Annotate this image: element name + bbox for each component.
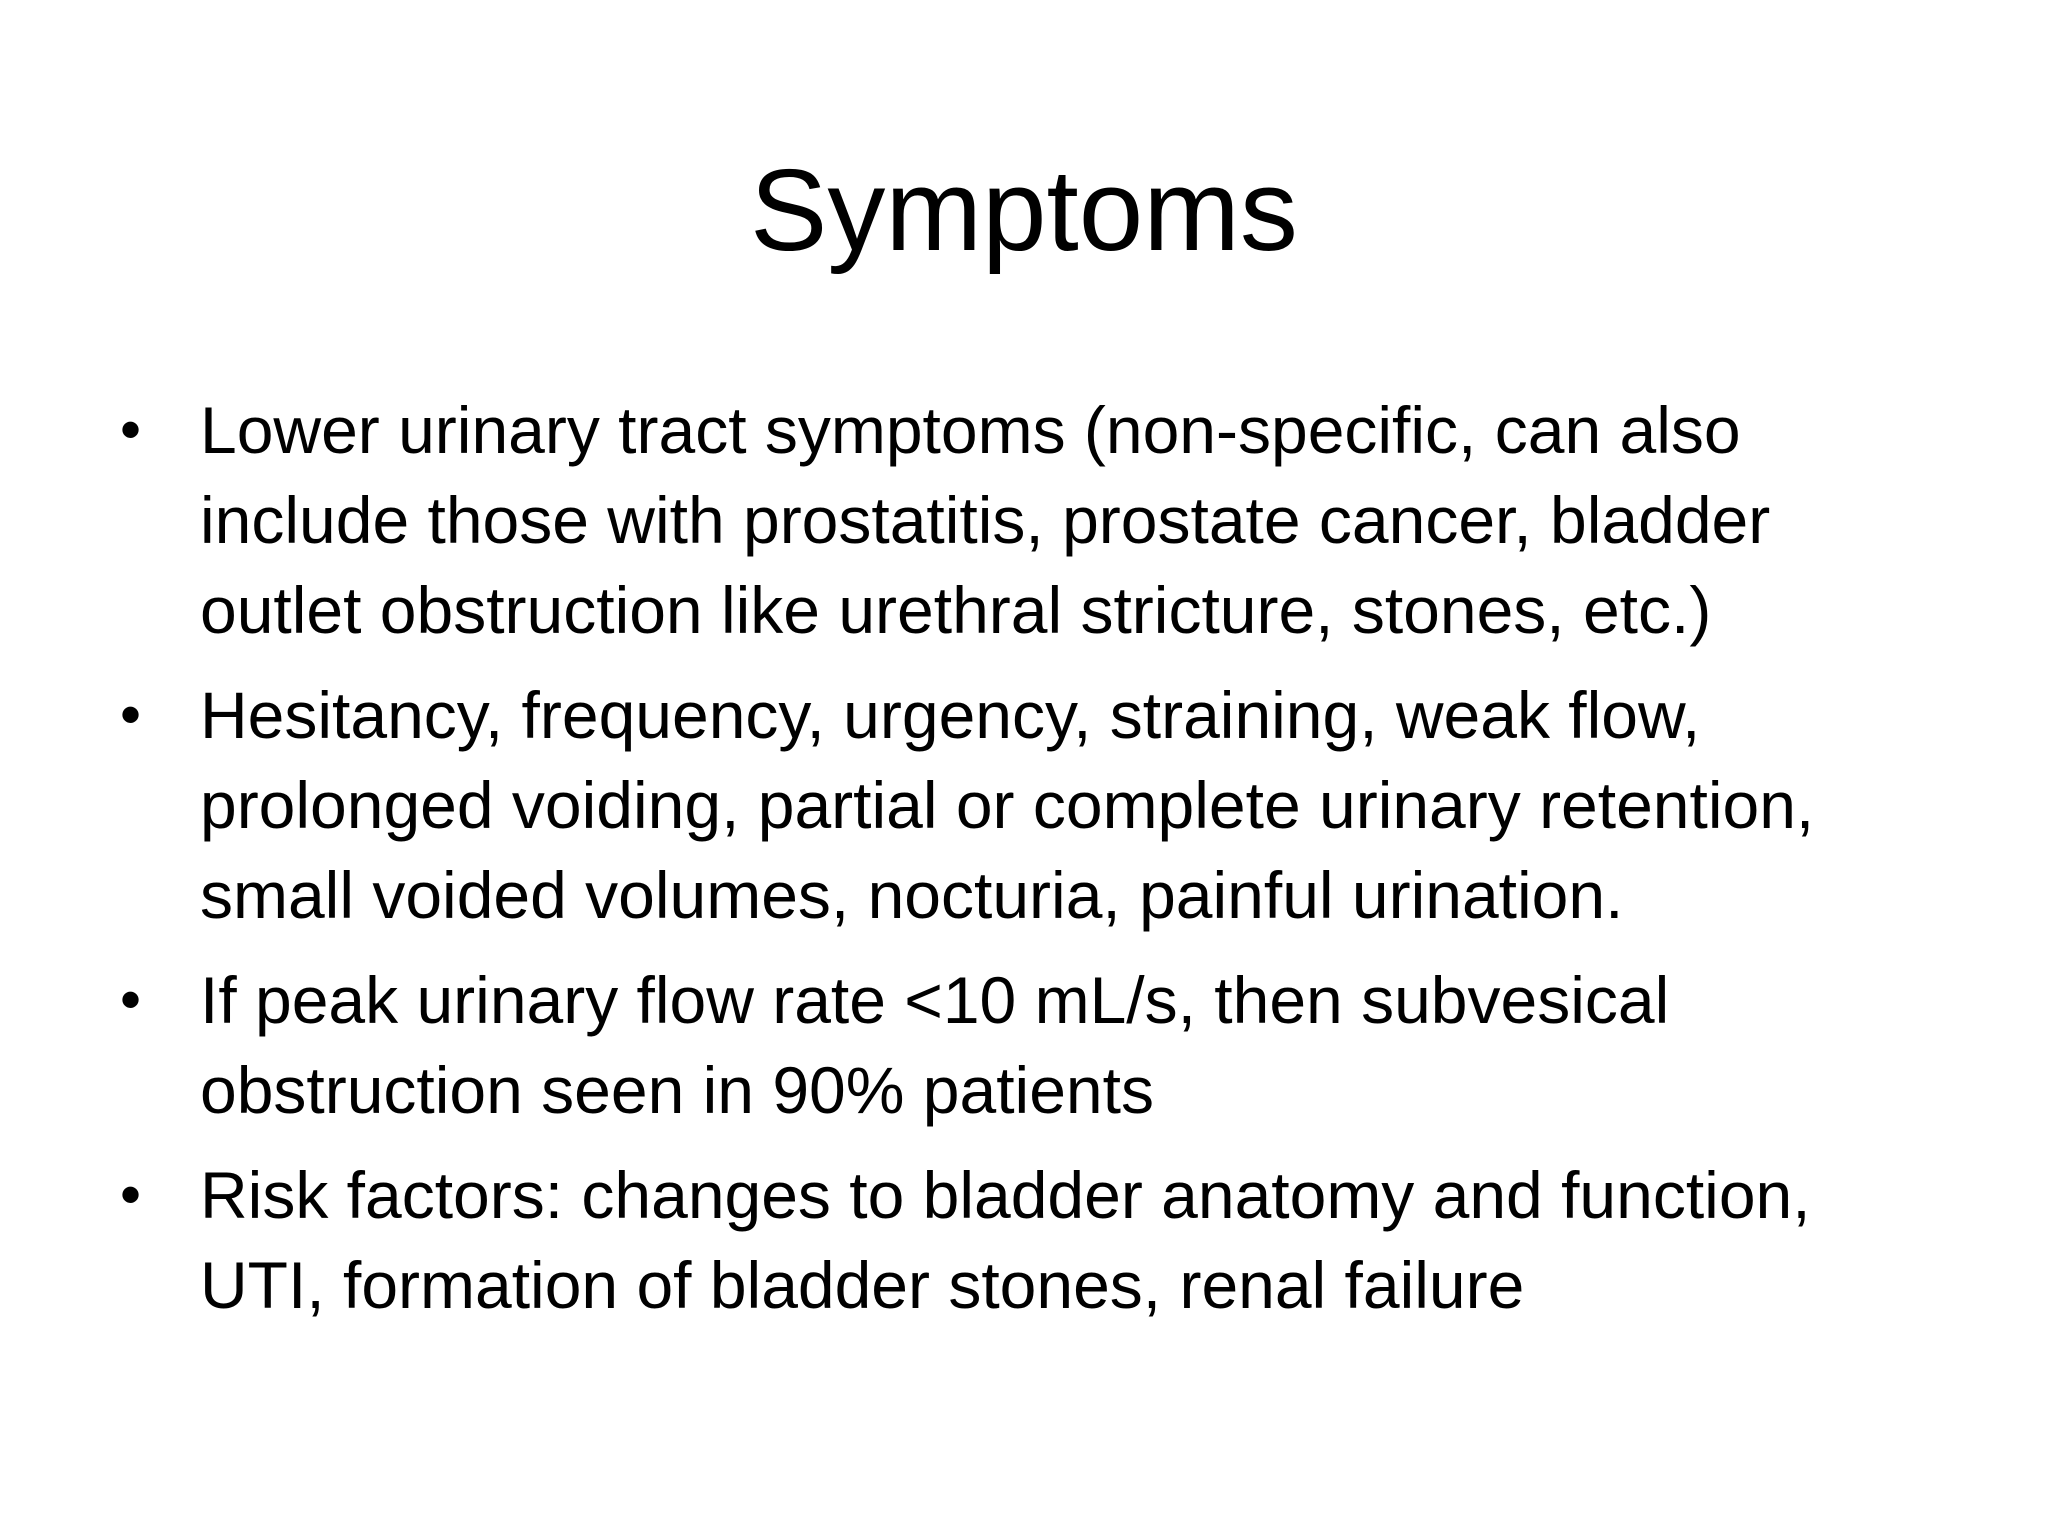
bullet-dot-icon: • xyxy=(120,681,142,748)
bullet-text: Hesitancy, frequency, urgency, straining, weak flow, prolonged voiding, partial or complete urinary retention, small voided volumes, nocturia, painful urination. xyxy=(200,678,1815,932)
bullet-list xyxy=(120,385,1940,1345)
bullet-item-2 xyxy=(120,670,1940,940)
bullet-item-1 xyxy=(120,385,1940,655)
bullet-item-3 xyxy=(120,955,1940,1135)
slide-title: Symptoms xyxy=(750,145,1298,275)
bullet-text: If peak urinary flow rate <10 mL/s, then subvesical obstruction seen in 90% patients xyxy=(200,963,1670,1127)
bullet-dot-icon: • xyxy=(120,396,142,463)
bullet-text: Lower urinary tract symptoms (non-specific, can also include those with prostatitis, prostate cancer, bladder outlet obstruction like urethral stricture, stones, etc.) xyxy=(200,393,1771,647)
bullet-dot-icon: • xyxy=(120,1161,142,1228)
bullet-text: Risk factors: changes to bladder anatomy and function, UTI, formation of bladder stones, renal failure xyxy=(200,1158,1811,1322)
bullet-item-4 xyxy=(120,1150,1940,1330)
bullet-dot-icon: • xyxy=(120,966,142,1033)
